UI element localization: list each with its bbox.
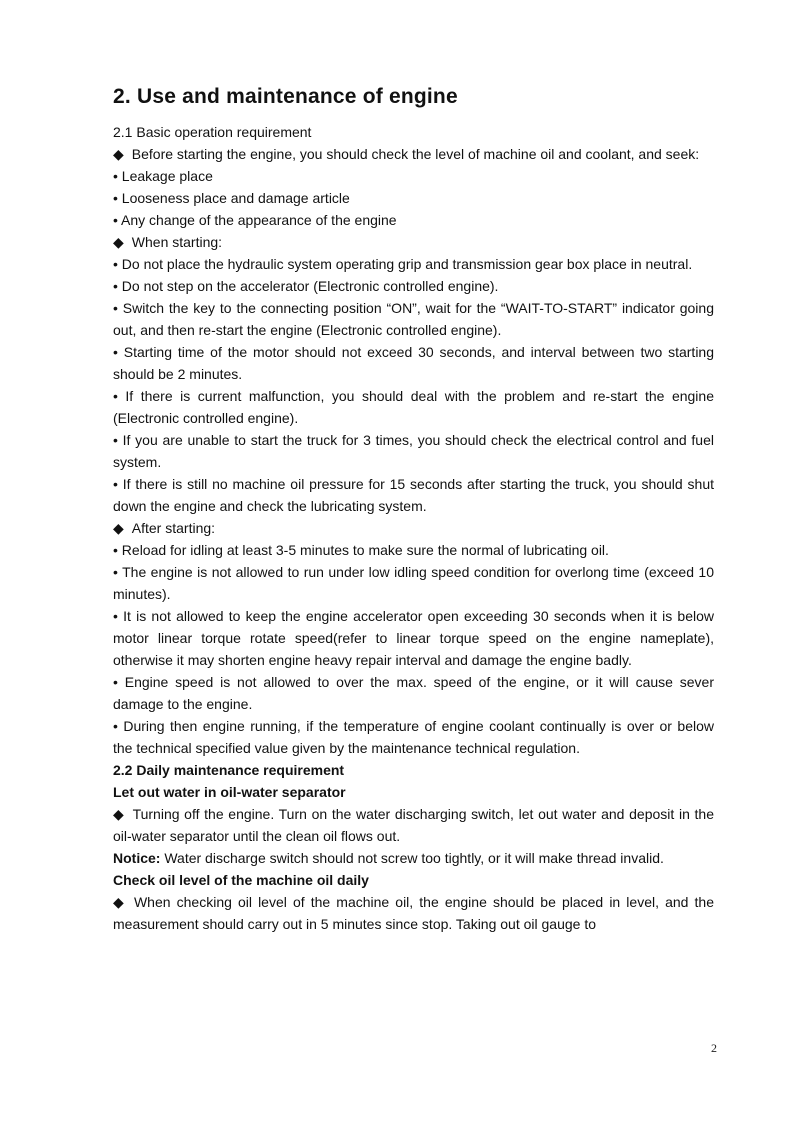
section-2-2-heading: 2.2 Daily maintenance requirement [113, 762, 345, 778]
notice-paragraph [113, 847, 714, 869]
diamond-bullet-icon: ◆ [113, 894, 126, 910]
page-number: 2 [711, 1041, 717, 1055]
notice-text: Water discharge switch should not screw too tightly, or it will make thread invalid. [160, 850, 664, 866]
oil-check-heading: Check oil level of the machine oil daily [113, 872, 369, 888]
check-item: • Leakage place [113, 168, 213, 184]
document-page [113, 82, 714, 935]
after-starting-item: • The engine is not allowed to run under low idling speed condition for overlong time (exceed 10 minutes). [113, 564, 714, 602]
when-starting-heading [113, 231, 714, 253]
when-starting-item: • Do not step on the accelerator (Electronic controlled engine). [113, 278, 499, 294]
diamond-bullet-icon: ◆ [113, 806, 125, 822]
oil-check-paragraph [113, 891, 714, 935]
oil-check-text: When checking oil level of the machine oil, the engine should be placed in level, and the measurement should carry out in 5 minutes since stop. Taking out oil gauge to [113, 894, 714, 932]
before-starting-text: Before starting the engine, you should check the level of machine oil and coolant, and seek: [131, 146, 700, 162]
after-starting-label: After starting: [131, 520, 216, 536]
water-separator-heading: Let out water in oil-water separator [113, 784, 346, 800]
notice-label: Notice: [113, 850, 161, 866]
check-item: • Looseness place and damage article [113, 190, 350, 206]
diamond-bullet-icon: ◆ [113, 520, 124, 536]
page-title: 2. Use and maintenance of engine [113, 85, 458, 108]
after-starting-heading [113, 517, 714, 539]
after-starting-item: • During then engine running, if the temperature of engine coolant continually is over or below the technical specified value given by the maintenance technical regulation. [113, 718, 714, 756]
diamond-bullet-icon: ◆ [113, 146, 124, 162]
after-starting-item: • It is not allowed to keep the engine accelerator open exceeding 30 seconds when it is below motor linear torque rotate speed(refer to linear torque speed on the engine nameplate), otherwise it may shorten engine heavy repair interval and damage the engine badly. [113, 608, 714, 668]
when-starting-item: • Starting time of the motor should not exceed 30 seconds, and interval between two starting should be 2 minutes. [113, 344, 714, 382]
before-starting-paragraph [113, 143, 714, 165]
check-item: • Any change of the appearance of the engine [113, 212, 397, 228]
after-starting-item: • Reload for idling at least 3-5 minutes to make sure the normal of lubricating oil. [113, 542, 609, 558]
after-starting-item: • Engine speed is not allowed to over the max. speed of the engine, or it will cause sever damage to the engine. [113, 674, 714, 712]
when-starting-item: • If there is current malfunction, you should deal with the problem and re-start the engine (Electronic controlled engine). [113, 388, 714, 426]
section-2-1-heading: 2.1 Basic operation requirement [113, 124, 312, 140]
water-text: Turning off the engine. Turn on the water discharging switch, let out water and deposit in the oil-water separator until the clean oil flows out. [113, 806, 714, 844]
when-starting-item: • If you are unable to start the truck for 3 times, you should check the electrical control and fuel system. [113, 432, 714, 470]
diamond-bullet-icon: ◆ [113, 234, 124, 250]
water-paragraph [113, 803, 714, 847]
when-starting-item: • Do not place the hydraulic system operating grip and transmission gear box place in neutral. [113, 256, 693, 272]
when-starting-label: When starting: [131, 234, 223, 250]
when-starting-item: • Switch the key to the connecting position “ON”, wait for the “WAIT-TO-START” indicator going out, and then re-start the engine (Electronic controlled engine). [113, 300, 714, 338]
when-starting-item: • If there is still no machine oil pressure for 15 seconds after starting the truck, you should shut down the engine and check the lubricating system. [113, 476, 714, 514]
